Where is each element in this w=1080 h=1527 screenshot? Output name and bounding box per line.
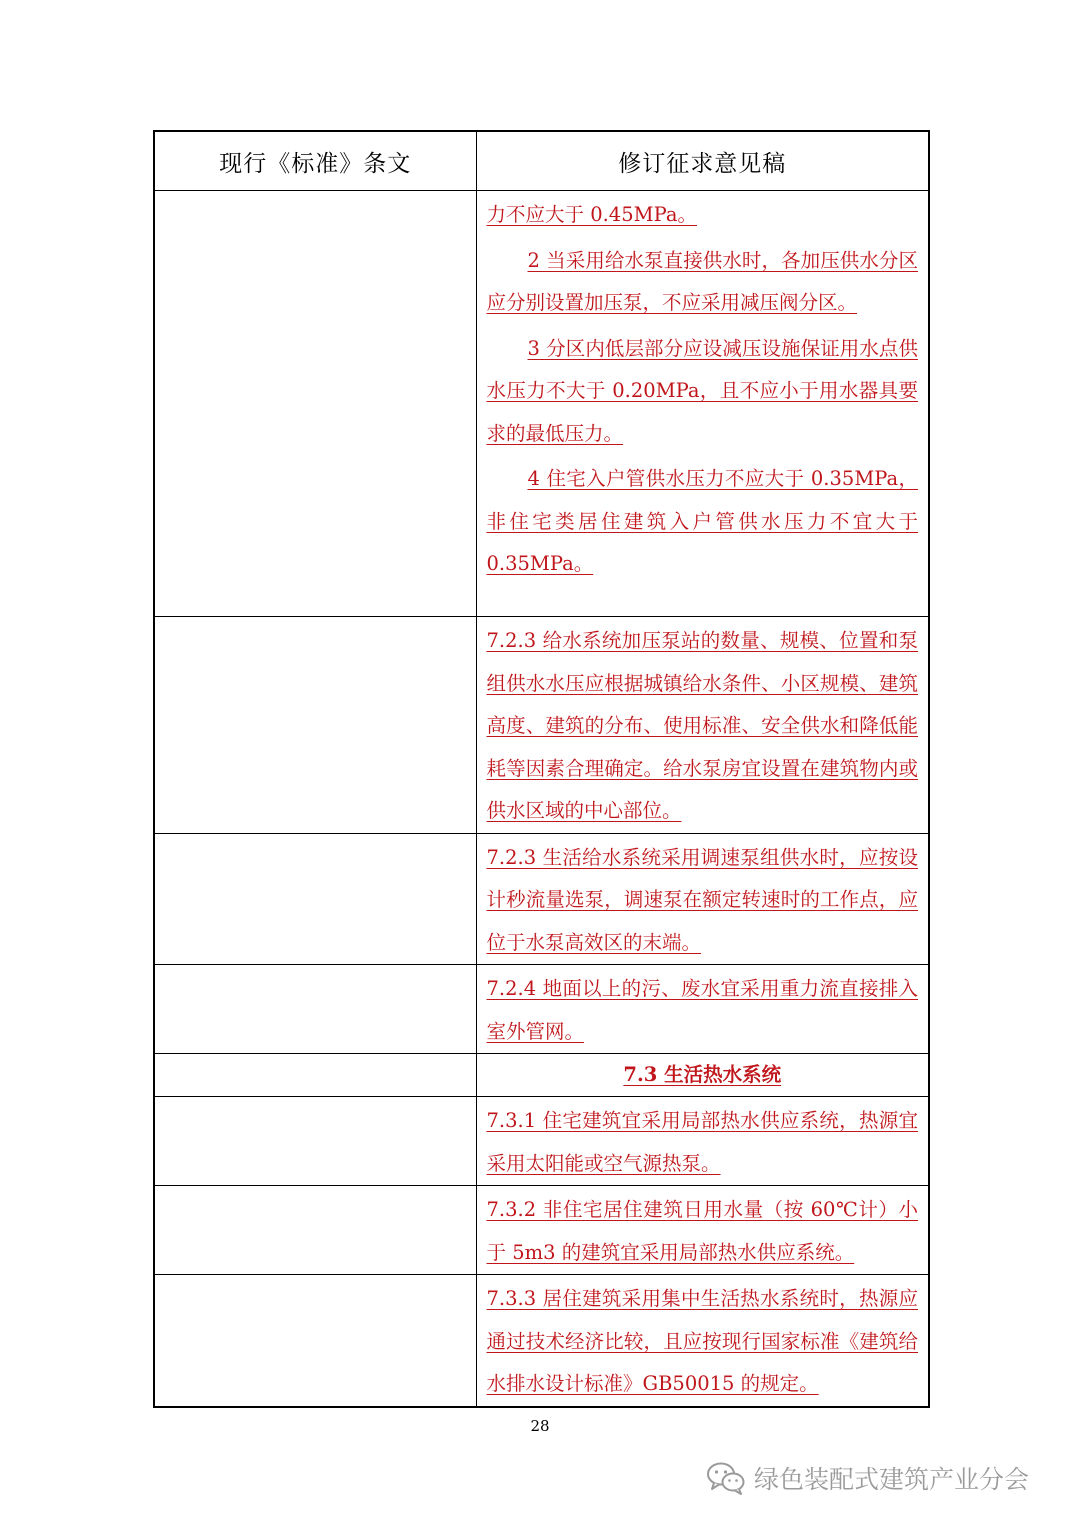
section-heading: 7.3 生活热水系统	[623, 1063, 782, 1086]
table-row	[154, 1186, 929, 1275]
current-standard-cell	[154, 1186, 476, 1275]
table-row	[154, 617, 929, 834]
table-body	[154, 191, 929, 1407]
current-standard-cell	[154, 1054, 476, 1097]
header-current-standard: 现行《标准》条文	[154, 131, 476, 191]
table-row	[154, 965, 929, 1054]
page-number: 28	[530, 1417, 550, 1435]
wechat-icon	[706, 1461, 746, 1495]
revision-paragraph: 7.2.3 给水系统加压泵站的数量、规模、位置和泵组供水水压应根据城镇给水条件、小区规模、建筑高度、建筑的分布、使用标准、安全供水和降低能耗等因素合理确定。给水泵房宜设置在建筑物内或供水区域的中心部位。	[486, 629, 918, 822]
revision-paragraph: 7.3.1 住宅建筑宜采用局部热水供应系统，热源宜采用太阳能或空气源热泵。	[486, 1109, 918, 1175]
revision-cell	[476, 1186, 929, 1275]
watermark	[706, 1458, 1029, 1498]
current-standard-cell	[154, 965, 476, 1054]
revision-cell	[476, 1275, 929, 1407]
table-row	[154, 1275, 929, 1407]
revision-paragraph: 3 分区内低层部分应设减压设施保证用水点供水压力不大于 0.20MPa，且不应小于用水器具要求的最低压力。	[486, 336, 918, 445]
current-standard-cell	[154, 617, 476, 834]
comparison-table	[153, 130, 930, 1408]
revision-paragraph: 2 当采用给水泵直接供水时，各加压供水分区应分别设置加压泵，不应采用减压阀分区。	[486, 248, 918, 314]
revision-cell	[476, 1097, 929, 1186]
revision-paragraph: 4 住宅入户管供水压力不应大于 0.35MPa，非住宅类居住建筑入户管供水压力不宜大于 0.35MPa。	[486, 467, 918, 575]
current-standard-cell	[154, 1097, 476, 1186]
current-standard-cell	[154, 191, 476, 617]
revision-paragraph: 7.3.3 居住建筑采用集中生活热水系统时，热源应通过技术经济比较，且应按现行国家标准《建筑给水排水设计标准》GB50015 的规定。	[486, 1287, 918, 1395]
revision-cell	[476, 965, 929, 1054]
revision-paragraph: 7.2.4 地面以上的污、废水宜采用重力流直接排入室外管网。	[486, 977, 918, 1043]
current-standard-cell	[154, 1275, 476, 1407]
revision-cell	[476, 191, 929, 617]
table-row	[154, 833, 929, 965]
watermark-text: 绿色装配式建筑产业分会	[754, 1465, 1030, 1494]
table-row	[154, 1054, 929, 1097]
revision-paragraph: 7.3.2 非住宅居住建筑日用水量（按 60℃计）小于 5m3 的建筑宜采用局部热水供应系统。	[486, 1198, 918, 1264]
revision-cell	[476, 833, 929, 965]
revision-paragraph: 力不应大于 0.45MPa。	[486, 203, 697, 226]
header-revision-draft: 修订征求意见稿	[476, 131, 929, 191]
revision-cell	[476, 1054, 929, 1097]
table-row	[154, 191, 929, 617]
revision-cell	[476, 617, 929, 834]
revision-paragraph: 7.2.3 生活给水系统采用调速泵组供水时，应按设计秒流量选泵，调速泵在额定转速时的工作点，应位于水泵高效区的末端。	[486, 845, 918, 954]
table-header-row	[154, 131, 929, 191]
table-row	[154, 1097, 929, 1186]
current-standard-cell	[154, 833, 476, 965]
